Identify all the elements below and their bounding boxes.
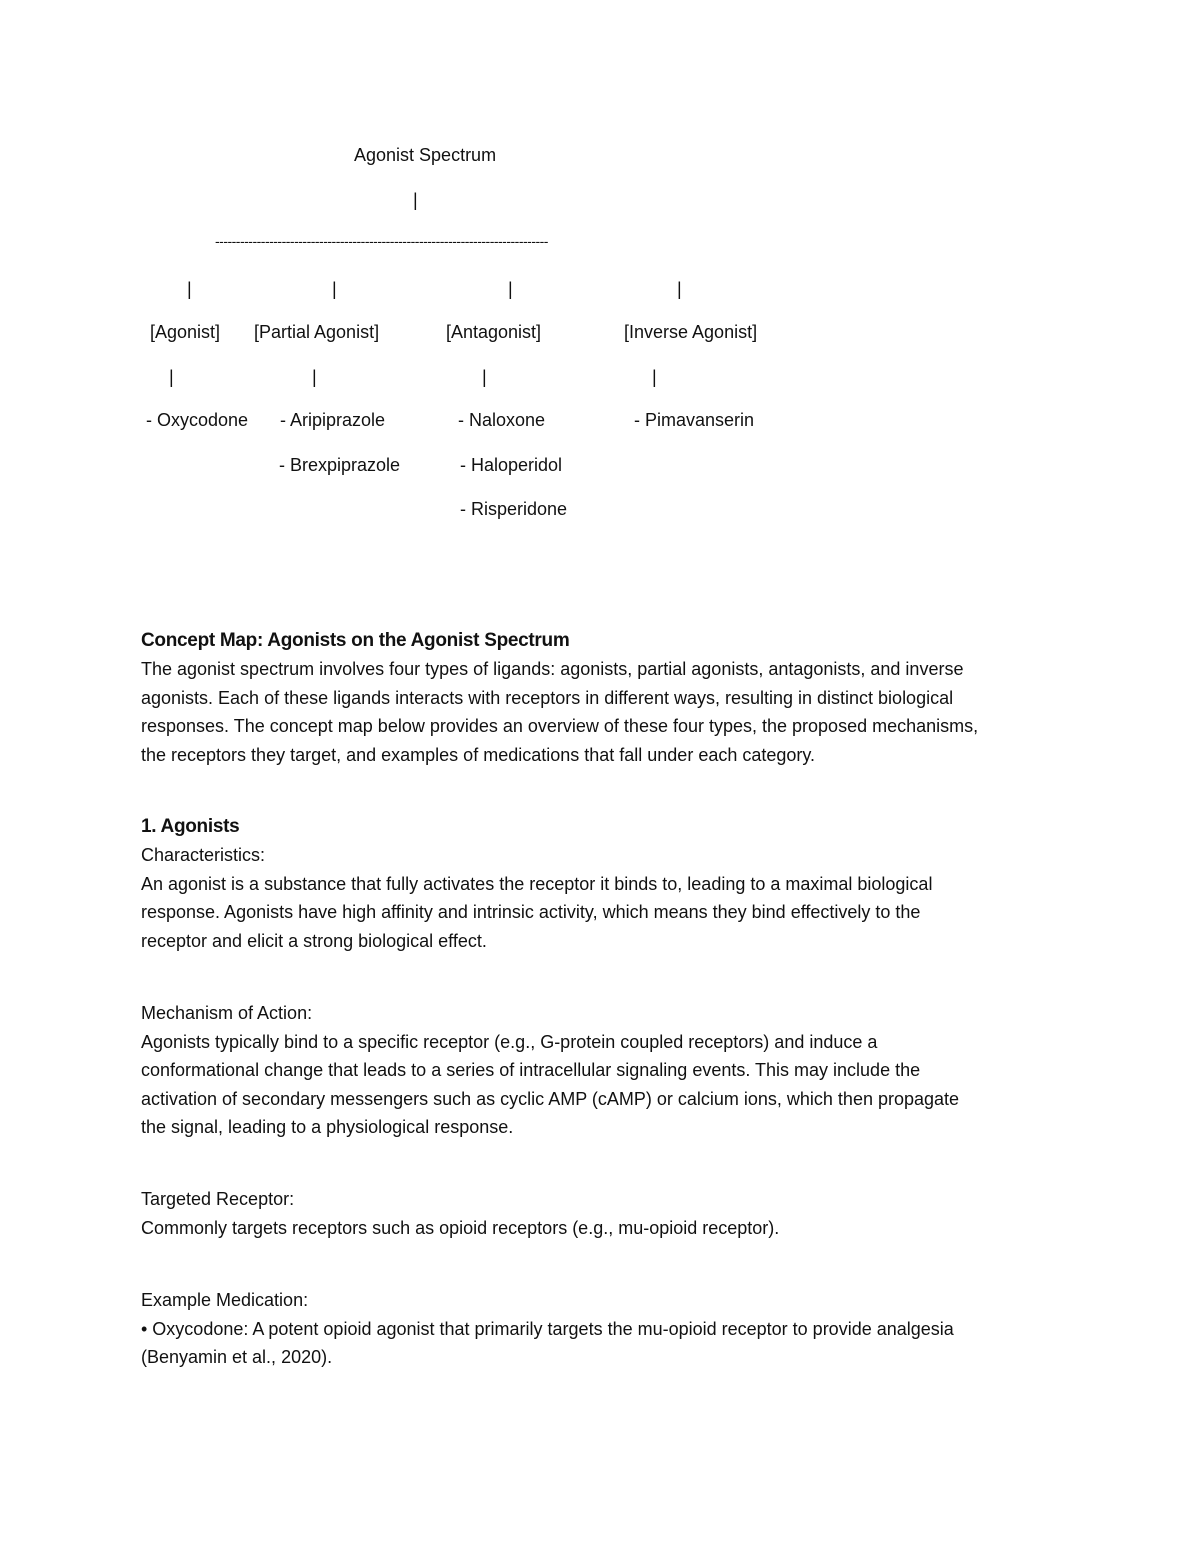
connector-partial-agonist-lower: |	[312, 367, 317, 387]
connector-inverse-agonist-lower: |	[652, 367, 657, 387]
intro-line: agonists. Each of these ligands interacts with receptors in different ways, resulting in distinct biological	[141, 687, 954, 708]
example-line: • Oxycodone: A potent opioid agonist that primarily targets the mu-opioid receptor to provide analgesia	[141, 1318, 954, 1339]
intro-line: The agonist spectrum involves four types of ligands: agonists, partial agonists, antagonists, and inverse	[141, 659, 964, 679]
agonists-section	[141, 813, 1071, 955]
receptor-line: Commonly targets receptors such as opioid receptors (e.g., mu-opioid receptor).	[141, 1217, 780, 1238]
intro-line: responses. The concept map below provides an overview of these four types, the proposed mechanisms,	[141, 716, 979, 737]
connector-agonist-upper: |	[187, 279, 192, 299]
category-partial-agonist: [Partial Agonist]	[254, 322, 380, 342]
mechanism-section	[141, 999, 1071, 1142]
characteristics-line: receptor and elicit a strong biological effect.	[141, 930, 487, 951]
category-agonist: [Agonist]	[150, 322, 221, 342]
characteristics-line: response. Agonists have high affinity and intrinsic activity, which means they bind effectively to the	[141, 902, 921, 923]
characteristics-label: Characteristics:	[141, 845, 266, 865]
connector-partial-agonist-upper: |	[332, 279, 337, 299]
connector-inverse-agonist-upper: |	[677, 279, 682, 299]
receptor-label: Targeted Receptor:	[141, 1189, 295, 1209]
horizontal-dash-line: --------------------------------------------------------------------------------	[215, 233, 548, 249]
diagram-title: Agonist Spectrum	[354, 145, 497, 165]
connector-antagonist-lower: |	[482, 367, 487, 387]
intro-line: the receptors they target, and examples of medications that fall under each category.	[141, 744, 816, 765]
concept-map-heading: Concept Map: Agonists on the Agonist Spectrum	[141, 630, 570, 651]
example-oxycodone: - Oxycodone	[146, 410, 249, 430]
category-inverse-agonist: [Inverse Agonist]	[624, 322, 758, 342]
root-connector: |	[413, 190, 418, 210]
connector-agonist-lower: |	[169, 367, 174, 387]
mechanism-line: the signal, leading to a physiological response.	[141, 1117, 514, 1138]
example-pimavanserin: - Pimavanserin	[634, 410, 755, 430]
example-haloperidol: - Haloperidol	[460, 455, 563, 475]
mechanism-line: activation of secondary messengers such as cyclic AMP (cAMP) or calcium ions, which then propagate	[141, 1088, 960, 1109]
connector-antagonist-upper: |	[508, 279, 513, 299]
mechanism-line: Agonists typically bind to a specific receptor (e.g., G-protein coupled receptors) and induce a	[141, 1031, 878, 1052]
category-antagonist: [Antagonist]	[446, 322, 542, 342]
section-heading: 1. Agonists	[141, 816, 240, 837]
example-section	[141, 1286, 1071, 1372]
characteristics-line: An agonist is a substance that fully activates the receptor it binds to, leading to a maximal biological	[141, 873, 933, 894]
mechanism-line: conformational change that leads to a series of intracellular signaling events. This may include the	[141, 1060, 921, 1081]
example-aripiprazole: - Aripiprazole	[280, 410, 386, 430]
concept-map-section	[141, 627, 1071, 769]
mechanism-label: Mechanism of Action:	[141, 1003, 313, 1023]
example-risperidone: - Risperidone	[460, 499, 568, 519]
receptor-section	[141, 1185, 1071, 1242]
example-naloxone: - Naloxone	[458, 410, 546, 430]
example-brexpiprazole: - Brexpiprazole	[279, 455, 401, 475]
example-label: Example Medication:	[141, 1290, 309, 1310]
example-line: (Benyamin et al., 2020).	[141, 1347, 333, 1368]
